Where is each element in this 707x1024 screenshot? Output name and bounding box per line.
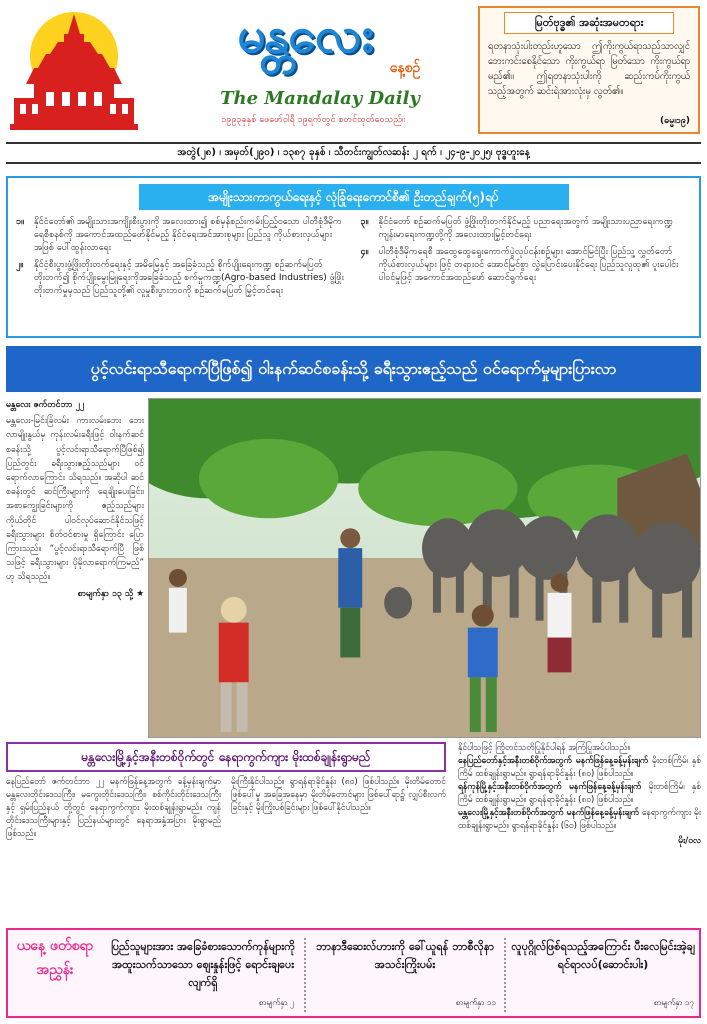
dhamma-source: (ဓမ္မ၊၁၉)	[660, 116, 690, 126]
lead-headline[interactable]: ပွင့်လင်းရာသီရောက်ပြီဖြစ်၍ ဝါးနက်ဆင်စခန်းသို့ ခရီးသွားဧည့်သည် ဝင်ရောက်မှုများပြားလာ	[6, 346, 701, 392]
dhamma-title: မြတ်ဗုဒ္ဓ၏ အဆုံးအမတရား	[504, 12, 674, 34]
weather-right-col: နိုင်ပါသဖြင့် ကြိုတင်သတိပြုနိုင်ပါရန် အကြံပြုအပ်ပါသည်။ နေပြည်တော်နှင့်အနီးတစ်ဝိုက်အတွက် မနက်ဖြန်နေ့ခန့်မှန်းချက် မိုးတစ်ကြိမ်၊ နှစ်ကြိမ် ထစ်ချုန်းရွာမည်။ ရွာရန်ရာခိုင်နှုန်း (၈၀) ဖြစ်ပါသည်။ ရန်ကုန်မြို့နှင့်အနီးတစ်ဝိုက်အတွက် မနက်ဖြန်နေ့ခန့်မှန်းချက် မိုးတစ်ကြိမ်၊ နှစ်ကြိမ် ထစ်ချုန်းရွာမည်။ ရွာရန်ရာခိုင်နှုန်း (၈၀) ဖြစ်ပါသည်။ မန္တလေးမြို့နှင့်အနီးတစ်ဝိုက်အတွက် မနက်ဖြန်နေ့ခန့်မှန်းချက် နေရာကွက်ကျား မိုးထစ်ချုန်းရွာမည်။ ရွာရန်ရာခိုင်နှုန်း (၆၀) ဖြစ်ပါသည်။ မိုး/ဝလ	[458, 743, 701, 846]
forecast-row: ရန်ကုန်မြို့နှင့်အနီးတစ်ဝိုက်အတွက် မနက်ဖြန်နေ့ခန့်မှန်းချက် မိုးတစ်ကြိမ်၊ နှစ်ကြိမ် ထစ်ချုန်းရွာမည်။ ရွာရန်ရာခိုင်နှုန်း (၈၀) ဖြစ်ပါသည်။	[458, 782, 701, 805]
newspaper-title-tag: နေ့စဉ်	[389, 60, 421, 76]
todays-reading-box	[6, 928, 701, 1018]
english-title: The Mandalay Daily	[220, 88, 420, 109]
lead-body: မန္တလေး-မြင်းခြံလမ်း ကားလမ်းဘေး ဘေးလာမျိုးနွယ်မှ ကုန်းလမ်းခရီးဖြင့် ဝါးနက်ဆင်စခန်းသို့ ပွင့်လင်းရာသီရောက်ပြီဖြစ်၍ ပြည်တွင်း ခရီးသွားဧည့်သည်များ ဝင်ရောက်လာကြောင်း သိရသည်။ အဆိုပါ ဆင်စခန်းတွင် ဆင်ကြီးများကို ရေချိုးပေးခြင်း၊ အစာကျွေးခြင်းများကို ဧည့်သည်များ ကိုယ်တိုင် ပါဝင်လုပ်ဆောင်နိုင်သဖြင့် ခရီးသွားများ စိတ်ဝင်စားမှု ရှိကြောင်း ပြောကြားသည်။ “ပွင့်လင်းရာသီရောက်ပြီ ဖြစ်သဖြင့် ခရီးသွားများ ပိုမိုလာရောက်ကြမည်” ဟု သိရသည်။	[6, 416, 144, 583]
elephant-camp-photo	[148, 398, 701, 738]
weather-story	[6, 742, 701, 922]
founded-line: ၁၉၉၃ခုနှစ် ဖေဖော်ဝါရီ ၁၉ရက်တွင် စတင်ထုတ်ဝေသည်။	[221, 115, 405, 125]
pagoda-logo-icon	[6, 6, 142, 134]
teaser-item[interactable]: ပြည်သူများအား အခြေခံစားသောက်ကုန်များကို အထူးသက်သာသော ဈေးနှုန်းဖြင့် ရောင်းချပေးလျက်ရှိ စာမျက်နှာ ၂	[110, 940, 295, 1007]
teaser-divider	[304, 938, 306, 1012]
weather-col-1: နေပြည်တော် ဇက်တင်ဘာ ၂၂ မနက်ဖြန်နေ့အတွက် ခန့်မှန်းချက်မှာ မန္တလေးတိုင်းဒေသကြီး၊ မကွေးတိုင်းဒေသကြီး၊ စစ်ကိုင်းတိုင်းဒေသကြီးနှင့် ရှမ်းပြည်နယ် တို့တွင် နေရာကွက်ကျား မိုးထစ်ချုန်းရွာမည်။ ကျန်တိုင်းဒေသကြီးများနှင့် ပြည်နယ်များတွင် နေရာအနှံ့အပြား မိုးရွာမည်ဖြစ်သည်။	[6, 777, 221, 839]
objective-item: ၄။ ပါတီစုံဒီမိုကရေစီ အထွေထွေရွေးကောက်ပွဲလုပ်ငန်းစဉ်များ အောင်မြင်ပြီး ပြည်သူ့ လွှတ်တော်ကိုယ်စားလှယ်များ ဖြင့် တရားဝင် အောင်မြင်စွာ လွှဲပြောင်းပေးနိုင်ရေး ပြည်သူလူထု၏ ပူးပေါင်းပါဝင်မှုဖြင့် အကောင်အထည်ဖော် ဆောင်ရွက်ရေး	[360, 247, 679, 283]
lead-continued[interactable]: စာမျက်နှာ ၁၃ သို့ ★	[77, 588, 144, 599]
weather-headline[interactable]: မန္တလေးမြို့နှင့်အနီးတစ်ဝိုက်တွင် နေရာကွက်ကျား မိုးထစ်ချုန်းရွာမည်	[6, 742, 446, 772]
weather-signoff: မိုး/ဝလ	[678, 836, 701, 846]
objectives-box	[6, 176, 701, 338]
objective-item: ၂။ နိုင်ငံ့စီးပွားဖွံ့ဖြိုးတိုးတက်ရေးနှင့် အမိမြေနှင့် အခြေခံသည့် စိုက်ပျိုးရေးကဏ္ဍ စဉ်ဆက်မပြတ်တိုးတက်၍ စိုက်ပျိုးမွေးမြူရေးကိုအခြေခံသည့် စက်မှုကဏ္ဍ(Agro-based Industries) ဖွံ့ဖြိုးတိုးတက်မှုမှသည် ပြည်သူတို့၏ လူမှုစီးပွားဘဝကို စဉ်ဆက်မပြတ် မြှင့်တင်ရေး	[16, 260, 344, 296]
forecast-row: နေပြည်တော်နှင့်အနီးတစ်ဝိုက်အတွက် မနက်ဖြန်နေ့ခန့်မှန်းချက် မိုးတစ်ကြိမ်၊ နှစ်ကြိမ် ထစ်ချုန်းရွာမည်။ ရွာရန်ရာခိုင်နှုန်း (၈၀) ဖြစ်ပါသည်။	[458, 756, 701, 779]
teaser-divider	[504, 938, 506, 1012]
weather-col-2: မိုးကြီးနိုင်ပါသည်။ ရွာရန်ရာခိုင်နှုန်း (၈၀) ဖြစ်ပါသည်။ မိုးတိမ်တောင်ဖြစ်ပေါ်မှု အခြေအနေမှာ မိုးတိမ်တောင်များ ဖြစ်ပေါ်ရာ၌ လျှပ်စီးလက်ခြင်းနှင့် မိုးကြိုးပစ်ခြင်းများ ဖြစ်ပေါ်နိုင်ပါသည်။	[231, 777, 446, 813]
teaser-item[interactable]: ဘာနာဒီဆေးလ်ဟားကို ခေါ်ယူရန် ဘာစီလိုနာအသင်းကြိုးပမ်း စာမျက်နှာ ၁၁	[315, 940, 496, 1007]
teaser-item[interactable]: လူပုဂ္ဂိုလ်ဖြစ်ရသည့်အကြောင်း ပီးလေမြင်းအဲ့ချ ရင်ရာလပ်(ဆောင်းပါး) စာမျက်နှာ ၁၇	[511, 940, 695, 1007]
lead-story-text	[6, 398, 144, 790]
dateline: အတွဲ(၂၈) ၊ အမှတ်(၂၉၀) ၊ ၁၃၈၇ ခုနှစ် ၊ သီတင်းကျွတ်လဆန်း ၂ ရက် ၊ ၂၄-၉-၂၀၂၅၊ ဗုဒ္ဓဟူးနေ့	[6, 142, 701, 164]
dhamma-body: ရတနာသုံးပါးတည်းဟူသော ဤကိုးကွယ်ရာသည်သာလျှင် ဘေးကင်းစေနိုင်သော ကိုးကွယ်ရာ မြတ်သော ကိုးကွယ်ရာမည်၏။ ဤရတနာသုံးပါးကို ဆည်းကပ်ကိုးကွယ်သည့်အတွက် ဆင်းရဲအားလုံးမှ လွတ်၏။	[488, 41, 690, 97]
masthead	[0, 0, 707, 140]
forecast-row: မန္တလေးမြို့နှင့်အနီးတစ်ဝိုက်အတွက် မနက်ဖြန်နေ့ခန့်မှန်းချက် နေရာကွက်ကျား မိုးထစ်ချုန်းရွာမည်။ ရွာရန်ရာခိုင်နှုန်း (၆၀) ဖြစ်ပါသည်။	[458, 808, 701, 831]
dhamma-box	[478, 6, 700, 134]
todays-reading-label: ယနေ့ ဖတ်စရာ အညွှန်း	[16, 938, 94, 978]
objective-item: ၃။ နိုင်ငံတော် စဉ်ဆက်မပြတ် ဖွံ့ဖြိုးတိုးတက်နိုင်မည့် ပညာရေးအတွက် အမျိုးသားပညာရေးကဏ္ဍ ကျန်းမာရေးကဏ္ဍတို့ကို အလေးထားမြှင့်တင်ရေး	[360, 217, 673, 240]
objectives-title: အမျိုးသားကာကွယ်ရေးနှင့် လုံခြုံရေးကောင်စီ၏ ဦးတည်ချက်(၅)ရပ်	[139, 184, 569, 210]
objective-item: ၁။ နိုင်ငံတော်၏ အမျိုးသားအကျိုးစီးပွားကို အလေးထား၍ စစ်မှန်စည်းကမ်းပြည့်ဝသော ပါတီစုံဒီမိုကရေစီစနစ်ကို အကောင်အထည်ဖော်နိုင်မည့် နိုင်ငံရေးအင်အားစုများ ပြည်သူ ကိုယ်စားလှယ်များအဖြစ် ပေါ်ထွန်းလာရေး	[16, 217, 342, 253]
newspaper-title: မန္တလေး	[237, 5, 373, 64]
lead-byline: မန္တလေး ဇက်တင်ဘာ ၂၂	[6, 400, 84, 410]
